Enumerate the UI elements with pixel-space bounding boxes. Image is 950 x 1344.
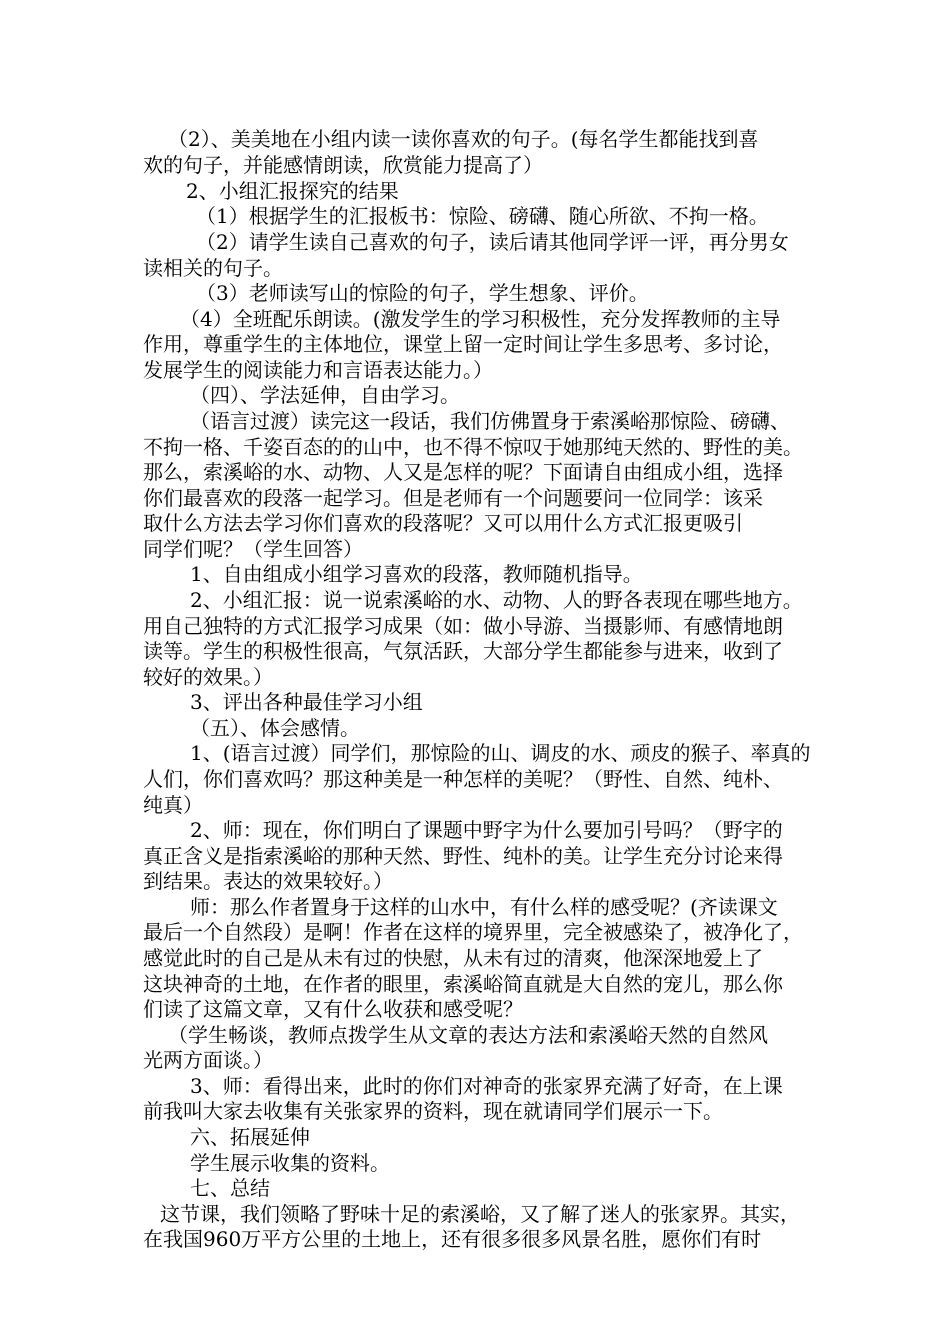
text-line: 纯真） (143, 793, 203, 817)
text-line: 1、(语言过渡）同学们，那惊险的山、调皮的水、顽皮的猴子、率真的 (190, 741, 811, 765)
text-line: 七、总结 (190, 1176, 270, 1200)
text-line: （2）、美美地在小组内读一读你喜欢的句子。(每名学生都能找到喜 (168, 127, 759, 151)
text-line: 这块神奇的土地，在作者的眼里，索溪峪简直就是大自然的宠儿，那么你 (143, 972, 783, 996)
text-line: 你们最喜欢的段落一起学习。但是老师有一个问题要问一位同学：该采 (143, 486, 763, 510)
text-line: 较好的效果。） (143, 665, 273, 689)
text-line: （五）、体会感情。 (190, 716, 360, 740)
text-line: 用自己独特的方式汇报学习成果（如：做小导游、当摄影师、有感情地朗 (143, 614, 783, 638)
text-line: 们读了这篇文章，又有什么收获和感受呢？ (143, 997, 523, 1021)
text-line: （语言过渡）读完这一段话，我们仿佛置身于索溪峪那惊险、磅礴、 (190, 409, 790, 433)
text-line: 读等。学生的积极性很高，气氛活跃，大部分学生都能参与进来，收到了 (143, 639, 783, 663)
text-line: 2、小组汇报探究的结果 (186, 179, 399, 203)
text-line: （3）老师读写山的惊险的句子，学生想象、评价。 (196, 281, 649, 305)
text-line: （1）根据学生的汇报板书：惊险、磅礴、随心所欲、不拘一格。 (196, 204, 769, 228)
text-line: （学生畅谈，教师点拨学生从文章的表达方法和索溪峪天然的自然风 (168, 1023, 768, 1047)
text-line: （2）请学生读自己喜欢的句子，读后请其他同学评一评，再分男女 (196, 230, 789, 254)
text-line: 不拘一格、千姿百态的的山中，也不得不惊叹于她那纯天然的、野性的美。 (143, 435, 803, 459)
text-line: 这节课，我们领略了野味十足的索溪峪，又了解了迷人的张家界。其实， (160, 1202, 800, 1226)
text-line: 3、师：看得出来，此时的你们对神奇的张家界充满了好奇，在上课 (190, 1074, 783, 1098)
text-line: 同学们呢？（学生回答） (143, 537, 363, 561)
text-line: 读相关的句子。 (143, 256, 283, 280)
text-line: 六、拓展延伸 (190, 1125, 310, 1149)
text-line: 2、师：现在，你们明白了课题中野字为什么要加引号吗？（野字的 (190, 818, 783, 842)
text-line: 欢的句子，并能感情朗读，欣赏能力提高了） (143, 153, 543, 177)
text-line: 作用，尊重学生的主体地位，课堂上留一定时间让学生多思考、多讨论， (143, 332, 783, 356)
text-line: 2、小组汇报：说一说索溪峪的水、动物、人的野各表现在哪些地方。 (190, 588, 803, 612)
text-line: 到结果。表达的效果较好。） (143, 869, 393, 893)
text-line: 取什么方法去学习你们喜欢的段落呢？又可以用什么方式汇报更吸引 (143, 511, 743, 535)
text-line: 3、评出各种最佳学习小组 (190, 690, 423, 714)
text-line: 在我国960万平方公里的土地上，还有很多很多风景名胜，愿你们有时 (143, 1227, 762, 1251)
text-line: 发展学生的阅读能力和言语表达能力。） (143, 358, 493, 382)
text-line: 1、自由组成小组学习喜欢的段落，教师随机指导。 (190, 562, 643, 586)
text-line: 那么，索溪峪的水、动物、人又是怎样的呢？下面请自由组成小组，选择 (143, 460, 783, 484)
text-line: 师：那么作者置身于这样的山水中，有什么样的感受呢？(齐读课文 (190, 895, 778, 919)
text-line: 前我叫大家去收集有关张家界的资料，现在就请同学们展示一下。 (143, 1099, 723, 1123)
text-line: 光两方面谈。） (143, 1048, 273, 1072)
text-line: （四）、学法延伸，自由学习。 (190, 383, 460, 407)
text-line: 人们，你们喜欢吗？那这种美是一种怎样的美呢？（野性、自然、纯朴、 (143, 767, 783, 791)
text-line: 学生展示收集的资料。 (190, 1151, 390, 1175)
text-line: 最后一个自然段）是啊！作者在这样的境界里，完全被感染了，被净化了， (143, 920, 803, 944)
text-line: （4）全班配乐朗读。(激发学生的学习积极性，充分发挥教师的主导 (180, 307, 781, 331)
text-line: 感觉此时的自己是从未有过的快慰，从未有过的清爽，他深深地爱上了 (143, 946, 763, 970)
text-line: 真正含义是指索溪峪的那种天然、野性、纯朴的美。让学生充分讨论来得 (143, 844, 783, 868)
